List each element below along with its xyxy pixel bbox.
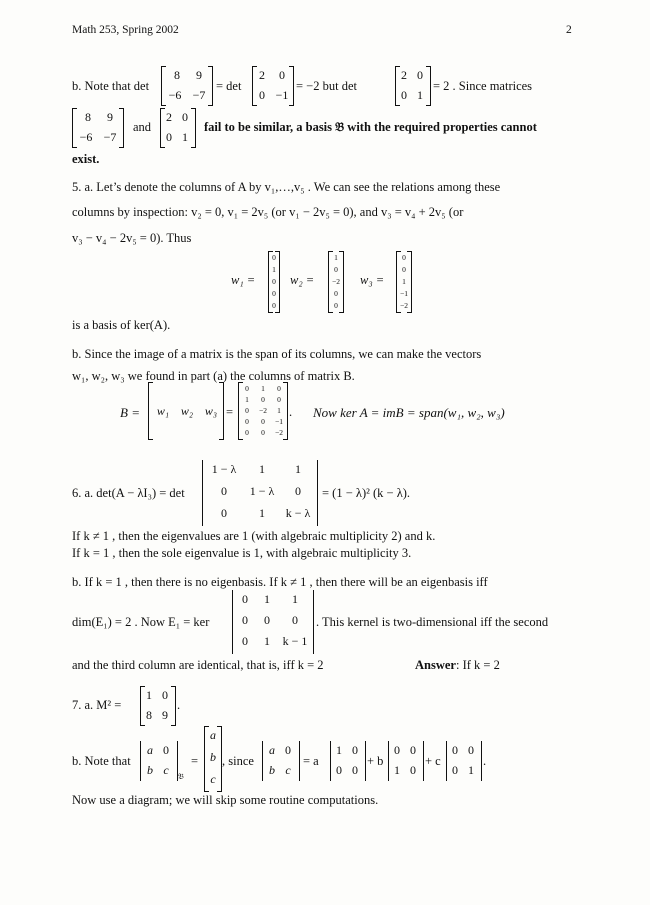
sec7-last-line: Now use a diagram; we will skip some routine computations. <box>72 793 379 807</box>
sec4b-text: b. Note that det <box>72 79 150 93</box>
matrix-4b-2: 2 0 0 −1 <box>252 66 294 106</box>
sec6b-line2-right: . This kernel is two-dimensional iff the second <box>316 615 549 629</box>
w1-label: w₁ = <box>231 273 256 287</box>
plus-b: + b <box>367 754 384 768</box>
plus-c: + c <box>425 754 441 768</box>
course-header: Math 253, Spring 2002 <box>72 24 179 36</box>
sec6a-left: 6. a. det(A − λI₃) = det <box>72 486 185 500</box>
sec7b-left: b. Note that <box>72 754 131 768</box>
sec4b-eq2: = −2 but det <box>296 79 357 93</box>
B-columns: w₁ w₂ w₃ <box>148 382 224 440</box>
sec6b-line1: b. If k = 1 , then there is no eigenbasis. If k ≠ 1 , then there will be an eigenbasis iff <box>72 575 488 589</box>
basis-matrix-1: 1 0 0 0 <box>330 741 366 781</box>
sec5a-line4: is a basis of ker(A). <box>72 318 171 332</box>
sec6a-line2: If k ≠ 1 , then the eigenvalues are 1 (with algebraic multiplicity 2) and k. <box>72 529 436 543</box>
sec5a-line1: 5. a. Let’s denote the columns of A by v₁,…,v₅ . We can see the relations among these <box>72 180 501 194</box>
basis-matrix-2: 0 0 1 0 <box>388 741 424 781</box>
matrix-4b-5: 2 0 0 1 <box>160 108 196 148</box>
sec6b-line3: and the third column are identical, that is, iff k = 2 <box>72 658 324 672</box>
sec7b-since: , since <box>222 754 254 768</box>
matrix-7b-abc-2: a 0 b c <box>262 741 300 781</box>
basis-subscript: 𝔅 <box>178 772 184 781</box>
basis-matrix-3: 0 0 0 1 <box>446 741 482 781</box>
sec7a-left: 7. a. M² = <box>72 698 122 712</box>
matrix-4b-4: 8 9 −6 −7 <box>72 108 124 148</box>
matrix-4b-3: 2 0 0 1 <box>395 66 431 106</box>
kernel-image-note: Now ker A = imB = span(w₁, w₂, w₃) <box>313 405 505 420</box>
page-number: 2 <box>566 24 572 36</box>
B-matrix: 0 1 0 1 0 0 0 −2 1 0 0 −1 0 0 −2 <box>238 382 288 440</box>
det-matrix-6a: 1 − λ 1 1 0 1 − λ 0 0 1 k − λ <box>202 460 318 526</box>
sec4b-conclusion: fail to be similar, a basis 𝔅 with the required properties cannot <box>204 120 537 134</box>
sec5b-line1: b. Since the image of a matrix is the span of its columns, we can make the vectors <box>72 347 482 361</box>
sec4b-exist: exist. <box>72 152 100 166</box>
w2-vector: 1 0 −2 0 0 <box>328 251 344 313</box>
sec5a-line2: columns by inspection: v₂ = 0, v₁ = 2v₅ (or v₁ − 2v₅ = 0), and v₃ = v₄ + 2v₅ (or <box>72 205 464 219</box>
w3-vector: 0 0 1 −1 −2 <box>396 251 412 313</box>
kernel-matrix-6b: 0 1 1 0 0 0 0 1 k − 1 <box>232 590 314 654</box>
w1-vector: 0 1 0 0 0 <box>268 251 280 313</box>
sec4b-eq3: = 2 . Since matrices <box>433 79 533 93</box>
eq-a: = a <box>303 754 319 768</box>
B-label: B = <box>120 405 140 420</box>
B-equals: = <box>226 405 234 419</box>
sec5b-line2: w₁, w₂, w₃ we found in part (a) the columns of matrix B. <box>72 369 355 383</box>
w2-label: w₂ = <box>290 273 315 287</box>
sec5a-line3: v₃ − v₄ − 2v₅ = 0). Thus <box>72 231 192 245</box>
matrix-4b-1: 8 9 −6 −7 <box>161 66 213 106</box>
matrix-7b-abc: a 0 b c <box>140 741 178 781</box>
coord-vector: a b c <box>204 726 222 792</box>
w3-label: w₃ = <box>360 273 385 287</box>
answer: Answer: If k = 2 <box>415 658 500 672</box>
sec4b-and: and <box>133 120 152 134</box>
M-squared-matrix: 1 0 8 9 <box>140 686 176 726</box>
sec6b-line2-left: dim(E₁) = 2 . Now E₁ = ker <box>72 615 210 629</box>
sec6a-line3: If k = 1 , then the sole eigenvalue is 1, with algebraic multiplicity 3. <box>72 546 412 560</box>
sec4b-eq1: = det <box>216 79 242 93</box>
sec6a-right: = (1 − λ)² (k − λ). <box>322 486 411 500</box>
